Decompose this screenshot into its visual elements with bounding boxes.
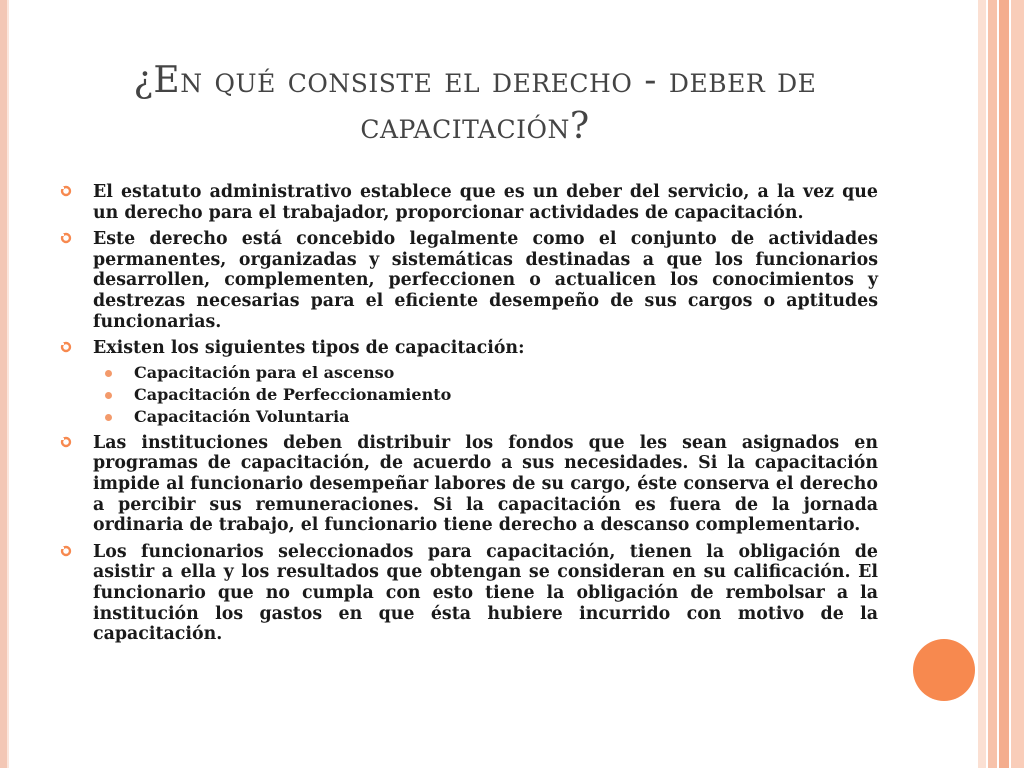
slide-title: ¿En qué consiste el derecho - deber de capacitación? bbox=[133, 60, 817, 147]
decorative-orange-circle bbox=[913, 639, 975, 701]
bullet-item bbox=[60, 338, 878, 359]
sub-bullet-text: Capacitación para el ascenso bbox=[134, 362, 395, 382]
ring-bullet-icon bbox=[60, 230, 76, 246]
bullet-text: Los funcionarios seleccionados para capacitación, tienen la obligación de asistir a ella y los resultados que obtengan se consideran en su calificación. El funcionario que no cumpla con esto tiene la obligación de rembolsar a la institución los gastos en que ésta hubiere incurrido con motivo de la capacitación. bbox=[93, 541, 878, 645]
ring-bullet-icon bbox=[60, 183, 76, 199]
ring-bullet-icon bbox=[60, 339, 76, 355]
bullet-text: Este derecho está concebido legalmente como el conjunto de actividades permanentes, organizadas y sistemáticas destinadas a que los funcionarios desarrollen, complementen, perfeccionen o actualicen los conocimientos y destrezas necesarias para el eficiente desempeño de sus cargos o aptitudes funcionarias. bbox=[93, 229, 878, 332]
left-frame-border bbox=[0, 0, 7, 768]
ring-bullet-icon bbox=[60, 434, 76, 450]
dot-bullet-icon bbox=[105, 392, 112, 399]
sub-bullet-item bbox=[60, 362, 878, 384]
bullet-text: Las instituciones deben distribuir los fondos que les sean asignados en programas de capacitación, de acuerdo a sus necesidades. Si la capacitación impide al funcionario desempeñar labores de su cargo, éste conserva el derecho a percibir sus remuneraciones. Si la capacitación es fuera de la jornada ordinaria de trabajo, el funcionario tiene derecho a descanso complementario. bbox=[93, 432, 878, 536]
bullet-item bbox=[60, 229, 878, 332]
sub-bullet-item bbox=[60, 384, 878, 406]
bullet-text: El estatuto administrativo establece que es un deber del servicio, a la vez que un derecho para el trabajador, proporcionar actividades de capacitación. bbox=[93, 182, 878, 223]
sub-bullet-text: Capacitación de Perfeccionamiento bbox=[134, 384, 452, 404]
bullet-text: Existen los siguientes tipos de capacitación: bbox=[93, 338, 525, 359]
ring-bullet-icon bbox=[60, 543, 76, 559]
dot-bullet-icon bbox=[105, 414, 112, 421]
bullet-item bbox=[60, 542, 878, 645]
slide-body bbox=[60, 182, 878, 651]
sub-bullet-item bbox=[60, 406, 878, 428]
bullet-item bbox=[60, 182, 878, 223]
bullet-item bbox=[60, 433, 878, 536]
sub-bullet-text: Capacitación Voluntaria bbox=[134, 406, 350, 426]
sub-bullet-list bbox=[60, 362, 878, 428]
right-decorative-stripes bbox=[978, 0, 1024, 768]
dot-bullet-icon bbox=[105, 370, 112, 377]
